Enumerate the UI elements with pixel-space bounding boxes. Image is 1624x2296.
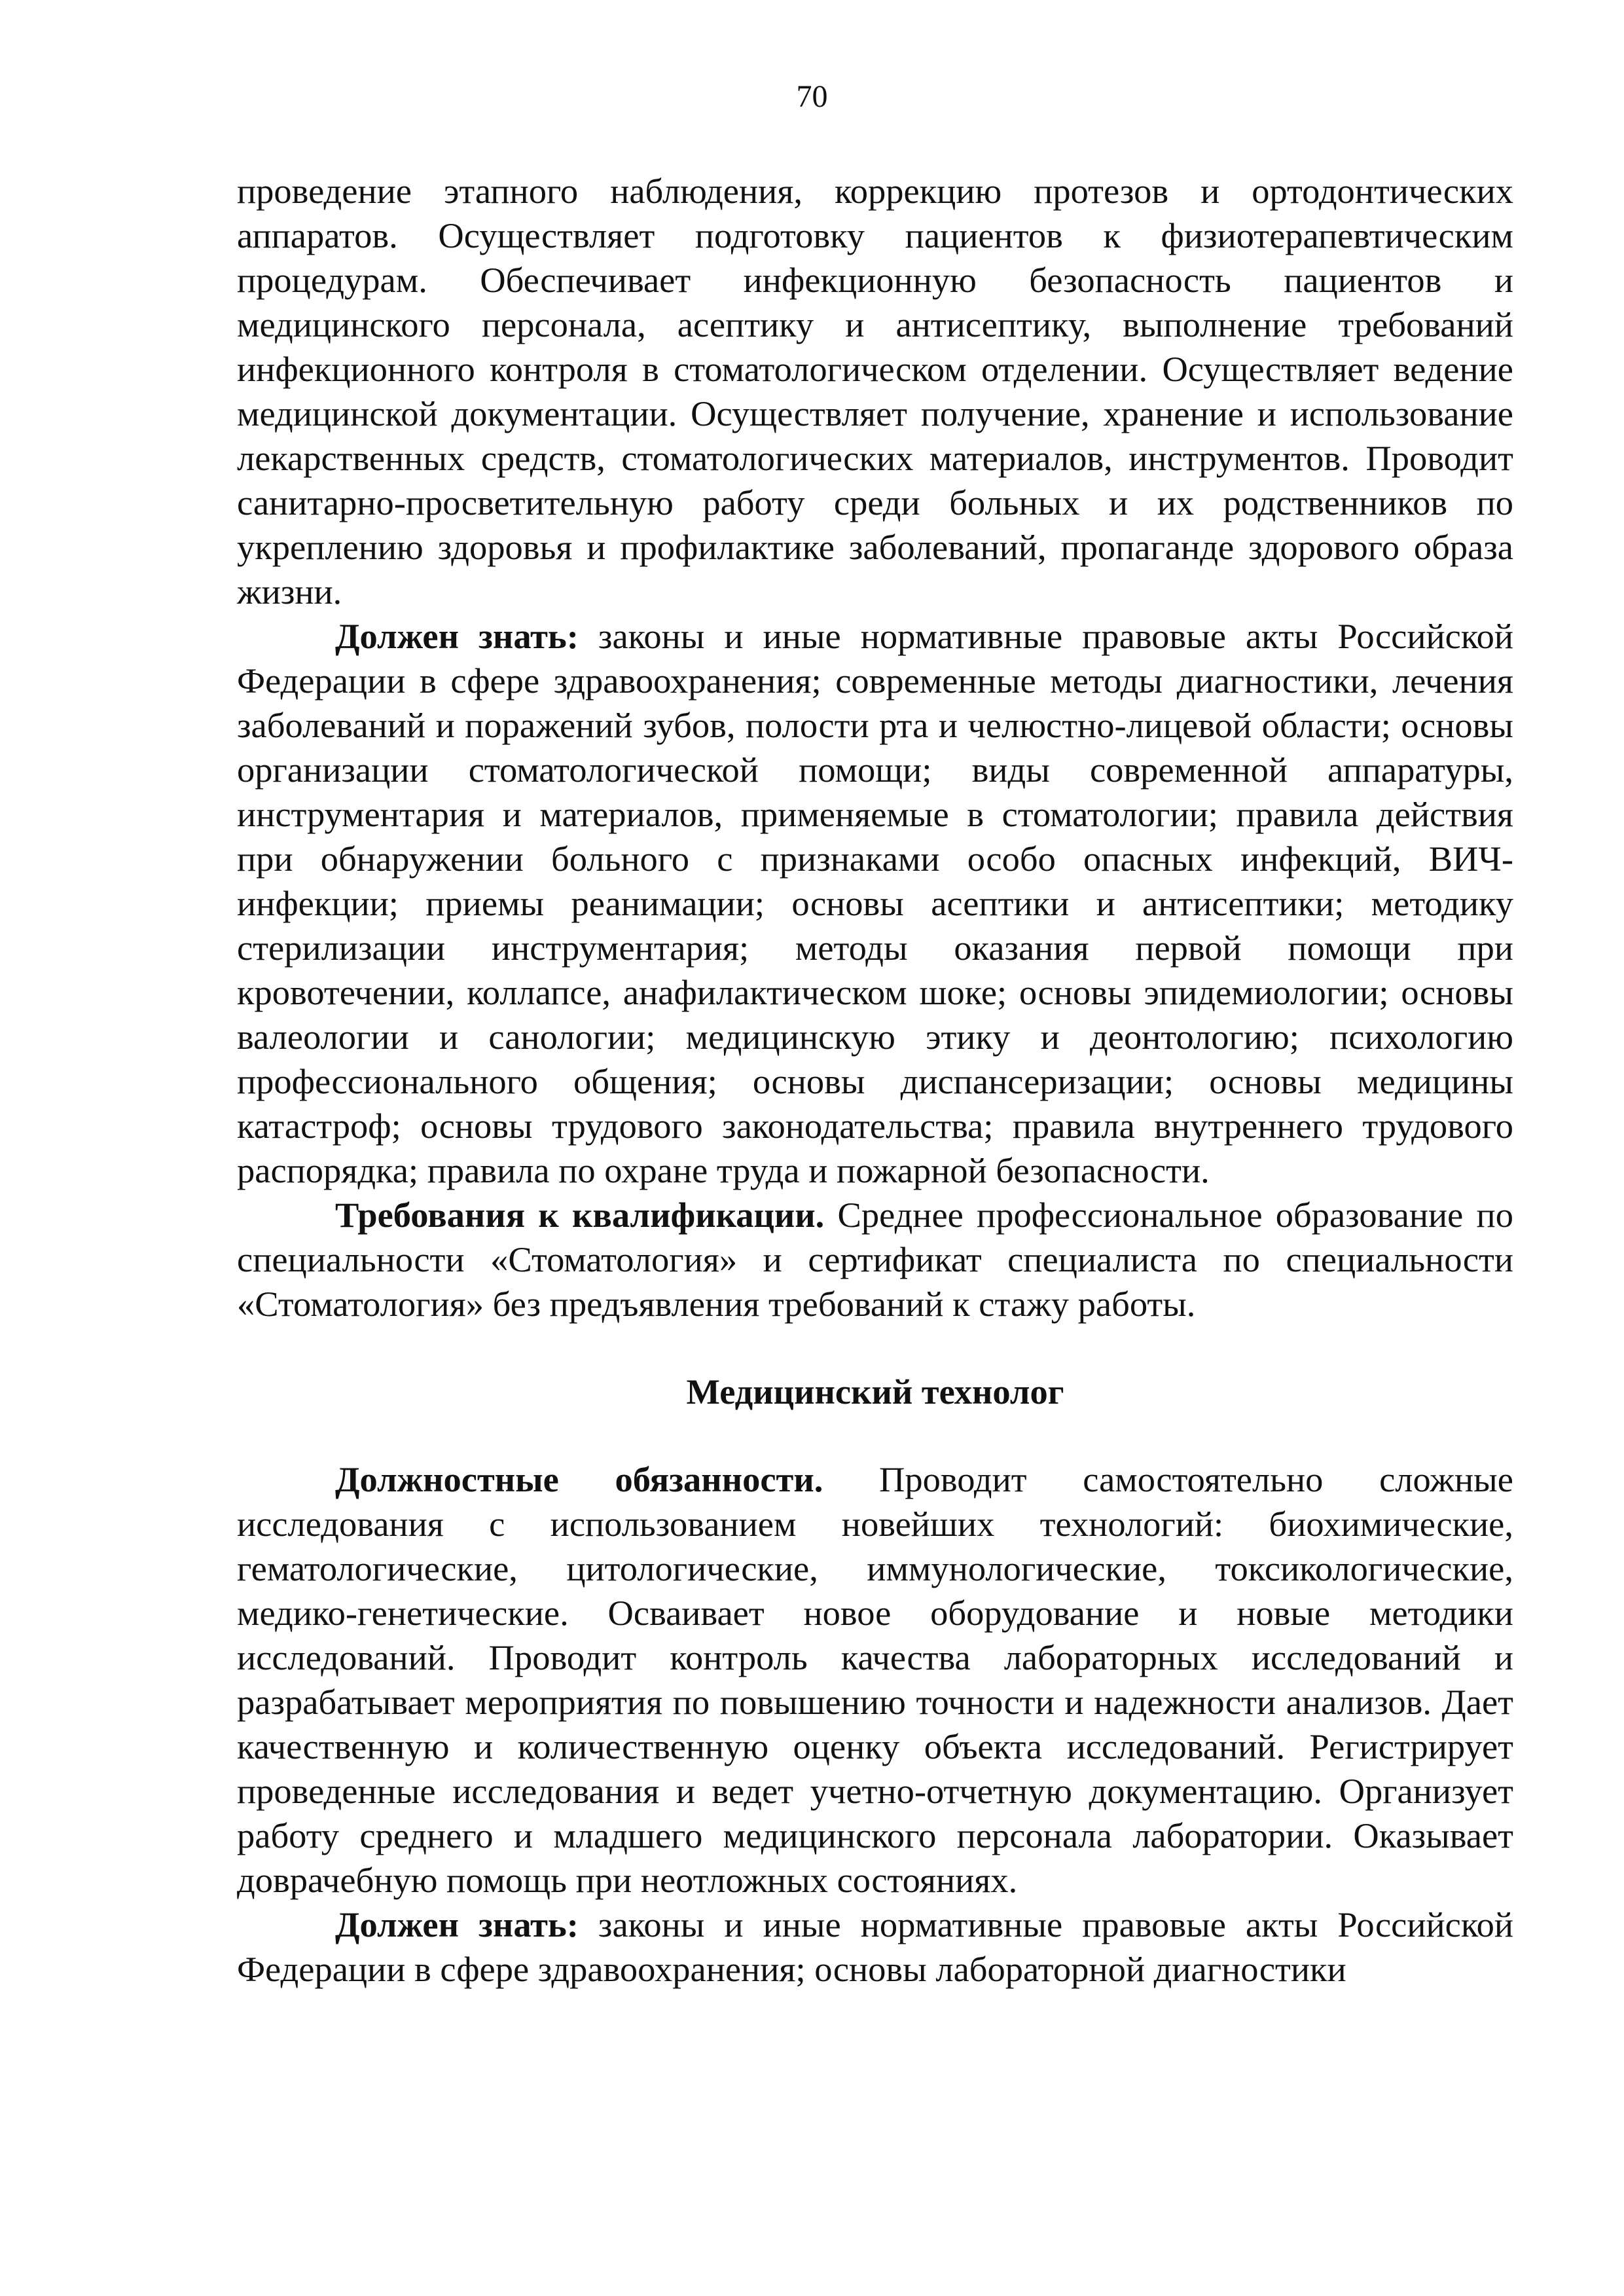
paragraph-job-duties — [237, 1457, 1513, 1903]
paragraph-lead: Должностные обязанности. — [335, 1459, 823, 1499]
paragraph-lead: Должен знать: — [335, 1904, 579, 1944]
paragraph-continuation — [237, 169, 1513, 614]
paragraph-should-know — [237, 1903, 1513, 1992]
paragraph-text: законы и иные нормативные правовые акты Российской Федерации в сфере здравоохранения; основы лабораторной диагностики — [237, 1904, 1513, 1989]
page-number: 70 — [796, 79, 828, 114]
paragraph-qualification-requirements — [237, 1193, 1513, 1326]
paragraph-lead: Должен знать: — [335, 616, 579, 656]
paragraph-text: Среднее профессиональное образование по специальности «Стоматология» и сертификат специалиста по специальности «Стоматология» без предъявления требований к стажу работы. — [237, 1195, 1513, 1324]
paragraph-text: проведение этапного наблюдения, коррекцию протезов и ортодонтических аппаратов. Осуществляет подготовку пациентов к физиотерапевтическим процедурам. Обеспечивает инфекционную безопасность пациентов и медицинского персонала, асептику и антисептику, выполнение требований инфекционного контроля в стоматологическом отделении. Осуществляет ведение медицинской документации. Осуществляет получение, хранение и использование лекарственных средств, стоматологических материалов, инструментов. Проводит санитарно-просветительную работу среди больных и их родственников по укреплению здоровья и профилактике заболеваний, пропаганде здорового образа жизни. — [237, 171, 1513, 611]
paragraph-lead: Требования к квалификации. — [335, 1195, 825, 1235]
document-body — [237, 169, 1513, 1992]
section-title: Медицинский технолог — [686, 1372, 1064, 1412]
paragraph-text: Проводит самостоятельно сложные исследования с использованием новейших технологий: биохимические, гематологические, цитологические, иммунологические, токсикологические, медико-генетические. Осваивает новое оборудование и новые методики исследований. Проводит контроль качества лабораторных исследований и разрабатывает мероприятия по повышению точности и надежности анализов. Дает качественную и количественную оценку объекта исследований. Регистрирует проведенные исследования и ведет учетно-отчетную документацию. Организует работу среднего и младшего медицинского персонала лаборатории. Оказывает доврачебную помощь при неотложных состояниях. — [237, 1459, 1513, 1900]
paragraph-text: законы и иные нормативные правовые акты Российской Федерации в сфере здравоохранения; современные методы диагностики, лечения заболеваний и поражений зубов, полости рта и челюстно-лицевой области; основы организации стоматологической помощи; виды современной аппаратуры, инструментария и материалов, применяемые в стоматологии; правила действия при обнаружении больного с признаками особо опасных инфекций, ВИЧ-инфекции; приемы реанимации; основы асептики и антисептики; методику стерилизации инструментария; методы оказания первой помощи при кровотечении, коллапсе, анафилактическом шоке; основы эпидемиологии; основы валеологии и санологии; медицинскую этику и деонтологию; психологию профессионального общения; основы диспансеризации; основы медицины катастроф; основы трудового законодательства; правила внутреннего трудового распорядка; правила по охране труда и пожарной безопасности. — [237, 616, 1513, 1190]
paragraph-should-know — [237, 614, 1513, 1193]
